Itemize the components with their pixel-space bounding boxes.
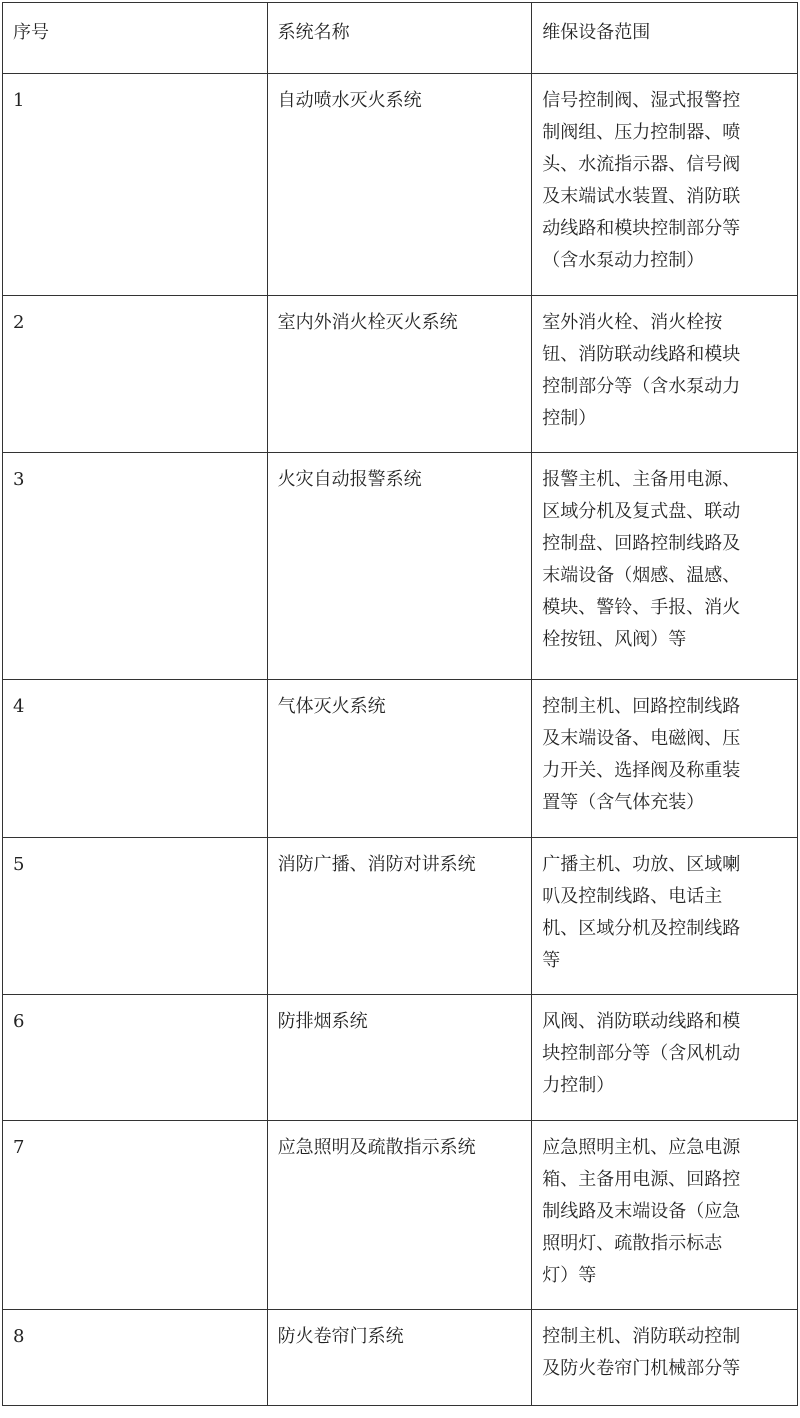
- scope-line: 及末端试水装置、消防联: [542, 186, 741, 207]
- system-name-cell: 室内外消火栓灭火系统: [267, 296, 532, 453]
- scope-line: 置等（含气体充装）: [542, 792, 705, 813]
- scope-line: 控制盘、回路控制线路及: [542, 533, 741, 554]
- scope-line: 机、区域分机及控制线路: [542, 918, 741, 939]
- scope-line: 及末端设备、电磁阀、压: [542, 728, 741, 749]
- scope-line: 应急照明主机、应急电源: [542, 1137, 741, 1158]
- scope-line: 风阀、消防联动线路和模: [542, 1011, 741, 1032]
- serial-number-cell: 6: [3, 995, 268, 1121]
- scope-line: 箱、主备用电源、回路控: [542, 1169, 741, 1190]
- maintenance-scope-cell: [532, 995, 798, 1121]
- maintenance-scope-cell: [532, 1121, 798, 1310]
- scope-line: 信号控制阀、湿式报警控: [542, 90, 741, 111]
- serial-number-cell: 8: [3, 1310, 268, 1406]
- scope-line: 头、水流指示器、信号阀: [542, 154, 741, 175]
- scope-line: 报警主机、主备用电源、: [542, 469, 741, 490]
- header-maintenance-scope: 维保设备范围: [532, 3, 798, 74]
- scope-line: 照明灯、疏散指示标志: [542, 1233, 723, 1254]
- system-name-cell: 防火卷帘门系统: [267, 1310, 532, 1406]
- maintenance-scope-table: [2, 2, 798, 1406]
- scope-line: 力控制）: [542, 1075, 615, 1096]
- scope-line: 区域分机及复式盘、联动: [542, 501, 741, 522]
- system-name-cell: 自动喷水灭火系统: [267, 74, 532, 296]
- scope-line: 等: [542, 950, 561, 971]
- scope-line: 块控制部分等（含风机动: [542, 1043, 741, 1064]
- table-row: [3, 1310, 798, 1406]
- scope-line: 控制主机、消防联动控制: [542, 1326, 741, 1347]
- system-name-cell: 气体灭火系统: [267, 680, 532, 838]
- scope-line: 钮、消防联动线路和模块: [542, 344, 741, 365]
- table-row: [3, 296, 798, 453]
- table-row: [3, 838, 798, 995]
- scope-line: （含水泵动力控制）: [542, 250, 705, 271]
- scope-line: 动线路和模块控制部分等: [542, 218, 741, 239]
- table-row: [3, 680, 798, 838]
- header-serial-number: 序号: [3, 3, 268, 74]
- system-name-cell: 火灾自动报警系统: [267, 453, 532, 680]
- scope-line: 控制部分等（含水泵动力: [542, 376, 741, 397]
- scope-line: 控制主机、回路控制线路: [542, 696, 741, 717]
- scope-line: 室外消火栓、消火栓按: [542, 312, 723, 333]
- scope-line: 及防火卷帘门机械部分等: [542, 1358, 741, 1379]
- scope-line: 控制）: [542, 408, 597, 429]
- header-system-name: 系统名称: [267, 3, 532, 74]
- scope-line: 模块、警铃、手报、消火: [542, 597, 741, 618]
- table-header-row: [3, 3, 798, 74]
- maintenance-scope-cell: [532, 1310, 798, 1406]
- scope-line: 制阀组、压力控制器、喷: [542, 122, 741, 143]
- table-row: [3, 453, 798, 680]
- table-row: [3, 1121, 798, 1310]
- serial-number-cell: 5: [3, 838, 268, 995]
- serial-number-cell: 1: [3, 74, 268, 296]
- system-name-cell: 消防广播、消防对讲系统: [267, 838, 532, 995]
- scope-line: 灯）等: [542, 1265, 597, 1286]
- system-name-cell: 防排烟系统: [267, 995, 532, 1121]
- scope-line: 力开关、选择阀及称重装: [542, 760, 741, 781]
- maintenance-scope-cell: [532, 74, 798, 296]
- scope-line: 制线路及末端设备（应急: [542, 1201, 741, 1222]
- maintenance-scope-cell: [532, 296, 798, 453]
- serial-number-cell: 2: [3, 296, 268, 453]
- serial-number-cell: 7: [3, 1121, 268, 1310]
- table-row: [3, 995, 798, 1121]
- scope-line: 末端设备（烟感、温感、: [542, 565, 741, 586]
- table-row: [3, 74, 798, 296]
- scope-line: 栓按钮、风阀）等: [542, 629, 687, 650]
- scope-line: 叭及控制线路、电话主: [542, 886, 723, 907]
- maintenance-scope-cell: [532, 453, 798, 680]
- serial-number-cell: 3: [3, 453, 268, 680]
- maintenance-scope-cell: [532, 680, 798, 838]
- system-name-cell: 应急照明及疏散指示系统: [267, 1121, 532, 1310]
- maintenance-scope-cell: [532, 838, 798, 995]
- serial-number-cell: 4: [3, 680, 268, 838]
- scope-line: 广播主机、功放、区域喇: [542, 854, 741, 875]
